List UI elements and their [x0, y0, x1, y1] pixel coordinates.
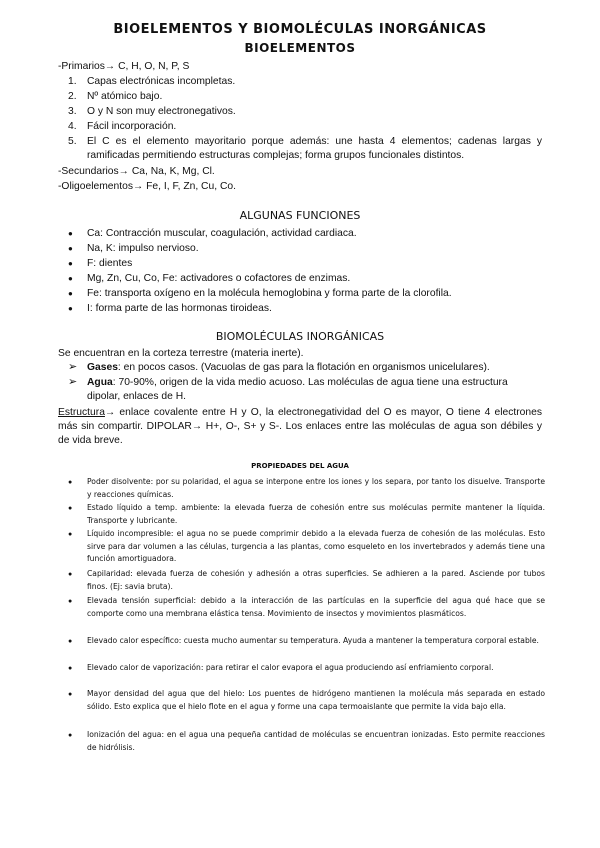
list-item: Na, K: impulso nervioso. [87, 243, 199, 254]
list-number: 5. [68, 136, 77, 147]
list-item: Fe: transporta oxígeno en la molécula hemoglobina y forma parte de la clorofila. [87, 288, 452, 299]
estructura-label: Estructura [58, 407, 105, 418]
list-item: Estado líquido a temp. ambiente: la elevada fuerza de cohesión entre sus moléculas permite mantener la líquida. Transporte y lubricante. [87, 503, 545, 525]
list-item: I: forma parte de las hormonas tiroideas. [87, 303, 272, 314]
primarios-line: -Primarios→ C, H, O, N, P, S [58, 61, 190, 72]
list-item: Nº atómico bajo. [87, 91, 163, 102]
gases-item [87, 361, 542, 375]
bullet-icon: ● [68, 479, 73, 486]
bullet-icon: ● [68, 259, 73, 268]
bullet-icon: ● [68, 691, 73, 698]
gases-text: : en pocos casos. (Vacuolas de gas para la flotación en organismos unicelulares). [117, 362, 490, 373]
estructura-text: → enlace covalente entre H y O, la electronegatividad del O es mayor, O tiene 4 electrones más sin compartir. DIPOLAR→ H+, O-, S+ y S-. Los enlaces entre las moléculas de agua son débiles y de vida breve. [58, 407, 542, 446]
list-item: El C es el elemento mayoritario porque además: une hasta 4 elementos; cadenas largas y ramificadas permitiendo estructuras complejas; forma grupos funcionales distintos. [87, 136, 542, 161]
oligoelementos-line: -Oligoelementos→ Fe, I, F, Zn, Cu, Co. [58, 181, 236, 192]
list-item: Ionización del agua: en el agua una pequeña cantidad de moléculas se encuentran ionizadas. Esto permite reacciones de hidrólisis. [87, 730, 545, 752]
secundarios-line: -Secundarios→ Ca, Na, K, Mg, Cl. [58, 166, 215, 177]
document-title: BIOELEMENTOS Y BIOMOLÉCULAS INORGÁNICAS [113, 22, 487, 37]
list-item: Elevado calor específico: cuesta mucho aumentar su temperatura. Ayuda a mantener la temperatura corporal estable. [87, 636, 539, 645]
bullet-icon: ● [68, 229, 73, 238]
list-item: Capas electrónicas incompletas. [87, 76, 236, 87]
arrow-bullet-icon: ➢ [68, 361, 78, 373]
list-number: 2. [68, 91, 77, 102]
list-item: Capilaridad: elevada fuerza de cohesión y adhesión a otras superficies. Se adhieren a la pared. Asciende por tubos finos. (Ej: savia bruta). [87, 569, 545, 591]
bullet-icon: ● [68, 289, 73, 298]
list-item: Elevada tensión superficial: debido a la interacción de las partículas en la superficie del agua qué hace que se comporte como una membrana elástica tensa. Movimiento de insectos y movimientos plasmáticos. [87, 596, 545, 618]
agua-item [87, 376, 542, 404]
list-item: Elevado calor de vaporización: para retirar el calor evapora el agua produciendo así enfriamiento corporal. [87, 663, 494, 672]
list-item: Fácil incorporación. [87, 121, 177, 132]
list-item: O y N son muy electronegativos. [87, 106, 236, 117]
list-item: Ca: Contracción muscular, coagulación, actividad cardiaca. [87, 228, 357, 239]
arrow-bullet-icon: ➢ [68, 376, 78, 388]
gases-label: Gases [87, 362, 118, 373]
bullet-icon: ● [68, 531, 73, 538]
list-number: 4. [68, 121, 77, 132]
bullet-icon: ● [68, 665, 73, 672]
list-item: Mg, Zn, Cu, Co, Fe: activadores o cofactores de enzimas. [87, 273, 351, 284]
bullet-icon: ● [68, 505, 73, 512]
bullet-icon: ● [68, 274, 73, 283]
bullet-icon: ● [68, 638, 73, 645]
list-item: Mayor densidad del agua que del hielo: Los puentes de hidrógeno mantienen la molécula más separada en estado sólido. Esto explica que el hielo flote en el agua y forme una capa termoaislante que permite la vida bajo ella. [87, 689, 545, 711]
bullet-icon: ● [68, 244, 73, 253]
bullet-icon: ● [68, 571, 73, 578]
section-title-propiedades: PROPIEDADES DEL AGUA [251, 462, 349, 470]
section-title-biomoleculas: BIOMOLÉCULAS INORGÁNICAS [215, 330, 385, 343]
biomoleculas-intro: Se encuentran en la corteza terrestre (materia inerte). [58, 348, 304, 359]
list-number: 3. [68, 106, 77, 117]
list-item: Poder disolvente: por su polaridad, el agua se interpone entre los iones y los separa, por tanto los disuelve. Transporte y reacciones químicas. [87, 477, 545, 499]
estructura-paragraph [58, 406, 542, 448]
list-number: 1. [68, 76, 77, 87]
section-title-funciones: ALGUNAS FUNCIONES [239, 209, 361, 222]
list-item: F: dientes [87, 258, 133, 269]
bullet-icon: ● [68, 304, 73, 313]
bullet-icon: ● [68, 732, 73, 739]
agua-text: : 70-90%, origen de la vida medio acuoso. Las moléculas de agua tiene una estructura dipolar, enlaces de H. [87, 377, 508, 402]
agua-label: Agua [87, 377, 113, 388]
section-title-bioelementos: BIOELEMENTOS [244, 41, 356, 55]
list-item: Líquido incompresible: el agua no se puede comprimir debido a la elevada fuerza de cohesión de las moléculas. Esto sirve para dar volumen a las células, turgencia a las plantas, como esqueleto en los invertebrados y además tiene una función amortiguadora. [87, 529, 545, 563]
bullet-icon: ● [68, 598, 73, 605]
